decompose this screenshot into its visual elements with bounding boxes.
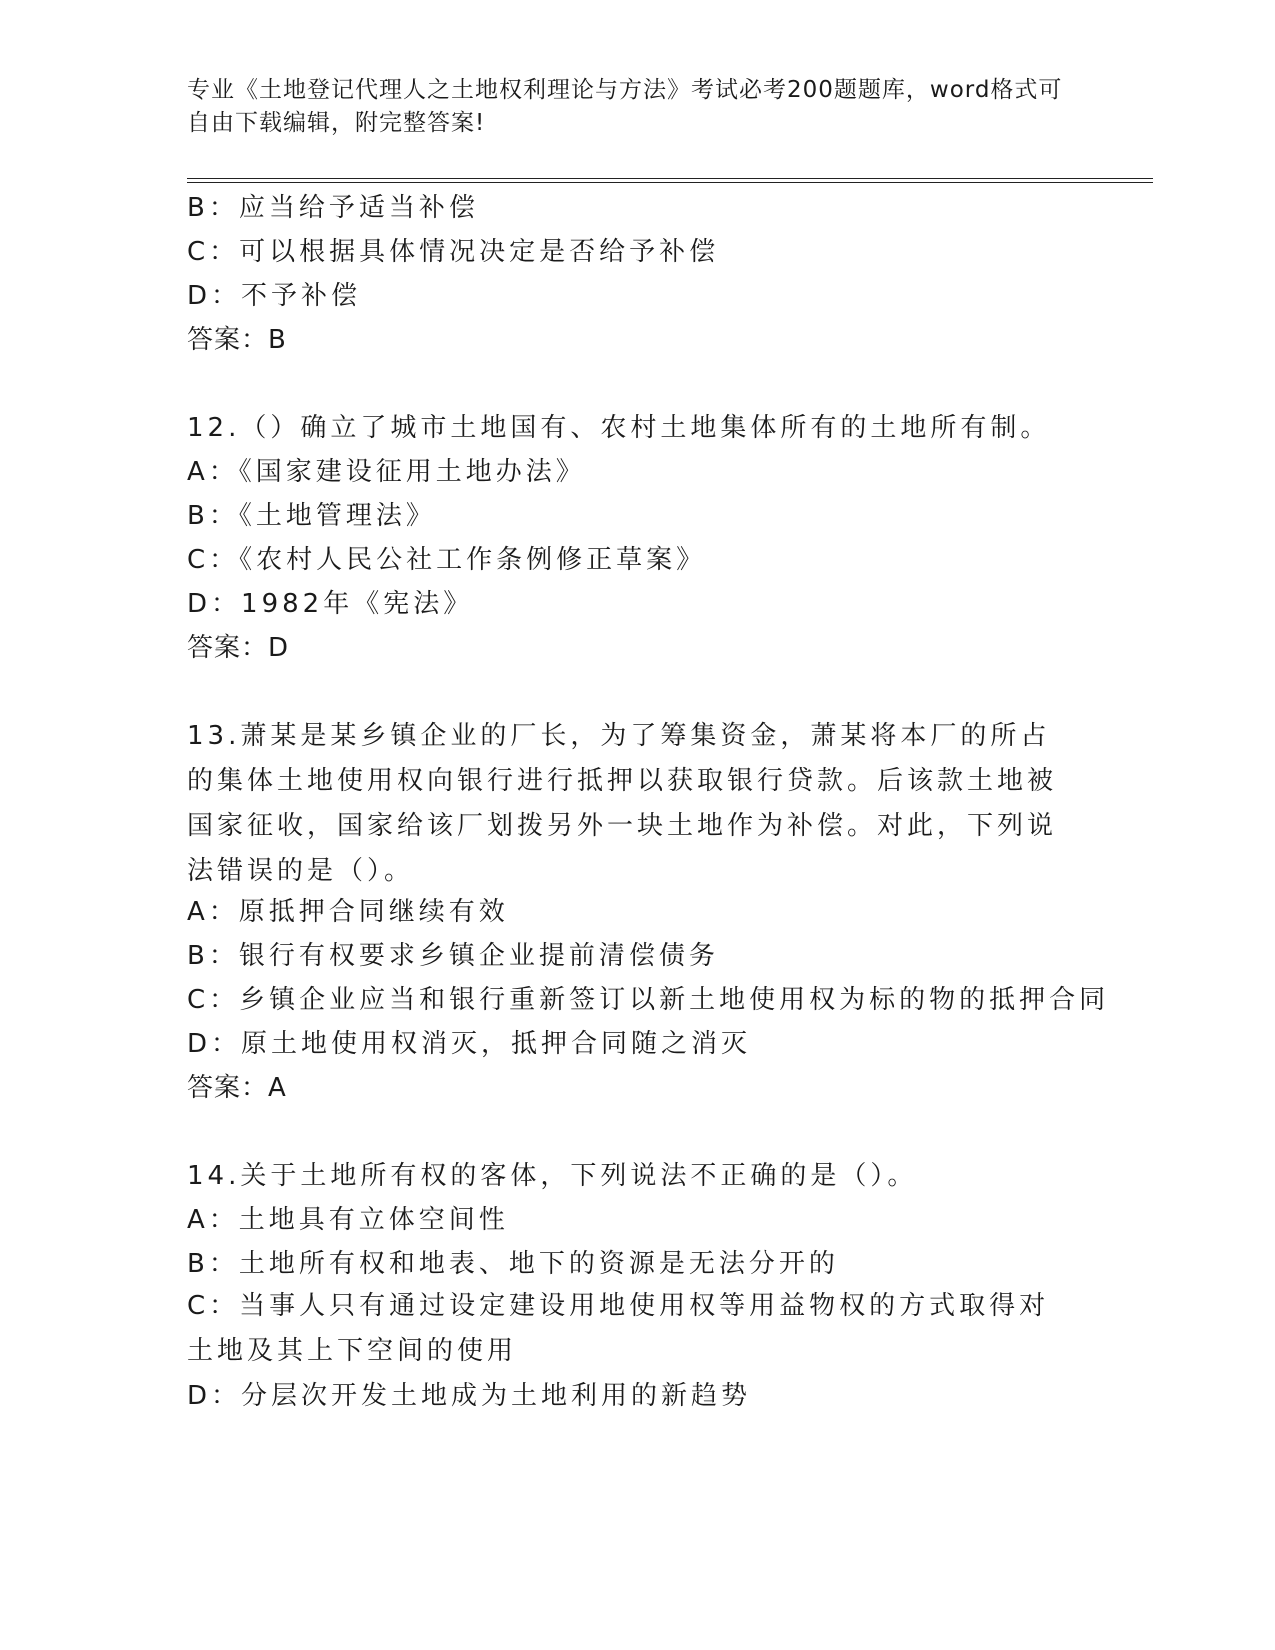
q12-stem: 12.（）确立了城市土地国有、农村土地集体所有的土地所有制。 bbox=[187, 413, 1051, 443]
q12-option-a: A：《国家建设征用土地办法》 bbox=[187, 457, 586, 487]
q11-answer: 答案：B bbox=[187, 325, 287, 355]
q14-option-d: D：分层次开发土地成为土地利用的新趋势 bbox=[187, 1381, 752, 1411]
q12-option-b: B：《土地管理法》 bbox=[187, 501, 436, 531]
q12-answer: 答案：D bbox=[187, 633, 290, 663]
header-divider bbox=[187, 178, 1153, 179]
document-header: 专业《土地登记代理人之土地权利理论与方法》考试必考200题题库，word格式可自由下载编辑，附完整答案! bbox=[187, 77, 1063, 136]
q11-option-d: D：不予补偿 bbox=[187, 281, 362, 311]
q13-answer: 答案：A bbox=[187, 1073, 287, 1103]
q14-stem: 14.关于土地所有权的客体，下列说法不正确的是（）。 bbox=[187, 1161, 918, 1191]
q14-option-b: B：土地所有权和地表、地下的资源是无法分开的 bbox=[187, 1249, 839, 1279]
q11-option-b: B：应当给予适当补偿 bbox=[187, 193, 479, 223]
q11-option-c: C：可以根据具体情况决定是否给予补偿 bbox=[187, 237, 720, 267]
header-divider bbox=[187, 182, 1153, 183]
q14-option-c: C：当事人只有通过设定建设用地使用权等用益物权的方式取得对土地及其上下空间的使用 bbox=[187, 1291, 1050, 1366]
q13-option-c: C：乡镇企业应当和银行重新签订以新土地使用权为标的物的抵押合同 bbox=[187, 985, 1110, 1015]
q12-option-d: D：1982年《宪法》 bbox=[187, 589, 474, 619]
q13-stem: 13.萧某是某乡镇企业的厂长，为了筹集资金，萧某将本厂的所占的集体土地使用权向银行进行抵押以获取银行贷款。后该款土地被国家征收，国家给该厂划拨另外一块土地作为补偿。对此，下列说法错误的是（）。 bbox=[187, 721, 1058, 886]
q13-option-d: D：原土地使用权消灭，抵押合同随之消灭 bbox=[187, 1029, 752, 1059]
q12-option-c: C：《农村人民公社工作条例修正草案》 bbox=[187, 545, 707, 575]
q13-option-a: A：原抵押合同继续有效 bbox=[187, 897, 509, 927]
q14-option-a: A：土地具有立体空间性 bbox=[187, 1205, 509, 1235]
q13-option-b: B：银行有权要求乡镇企业提前清偿债务 bbox=[187, 941, 719, 971]
